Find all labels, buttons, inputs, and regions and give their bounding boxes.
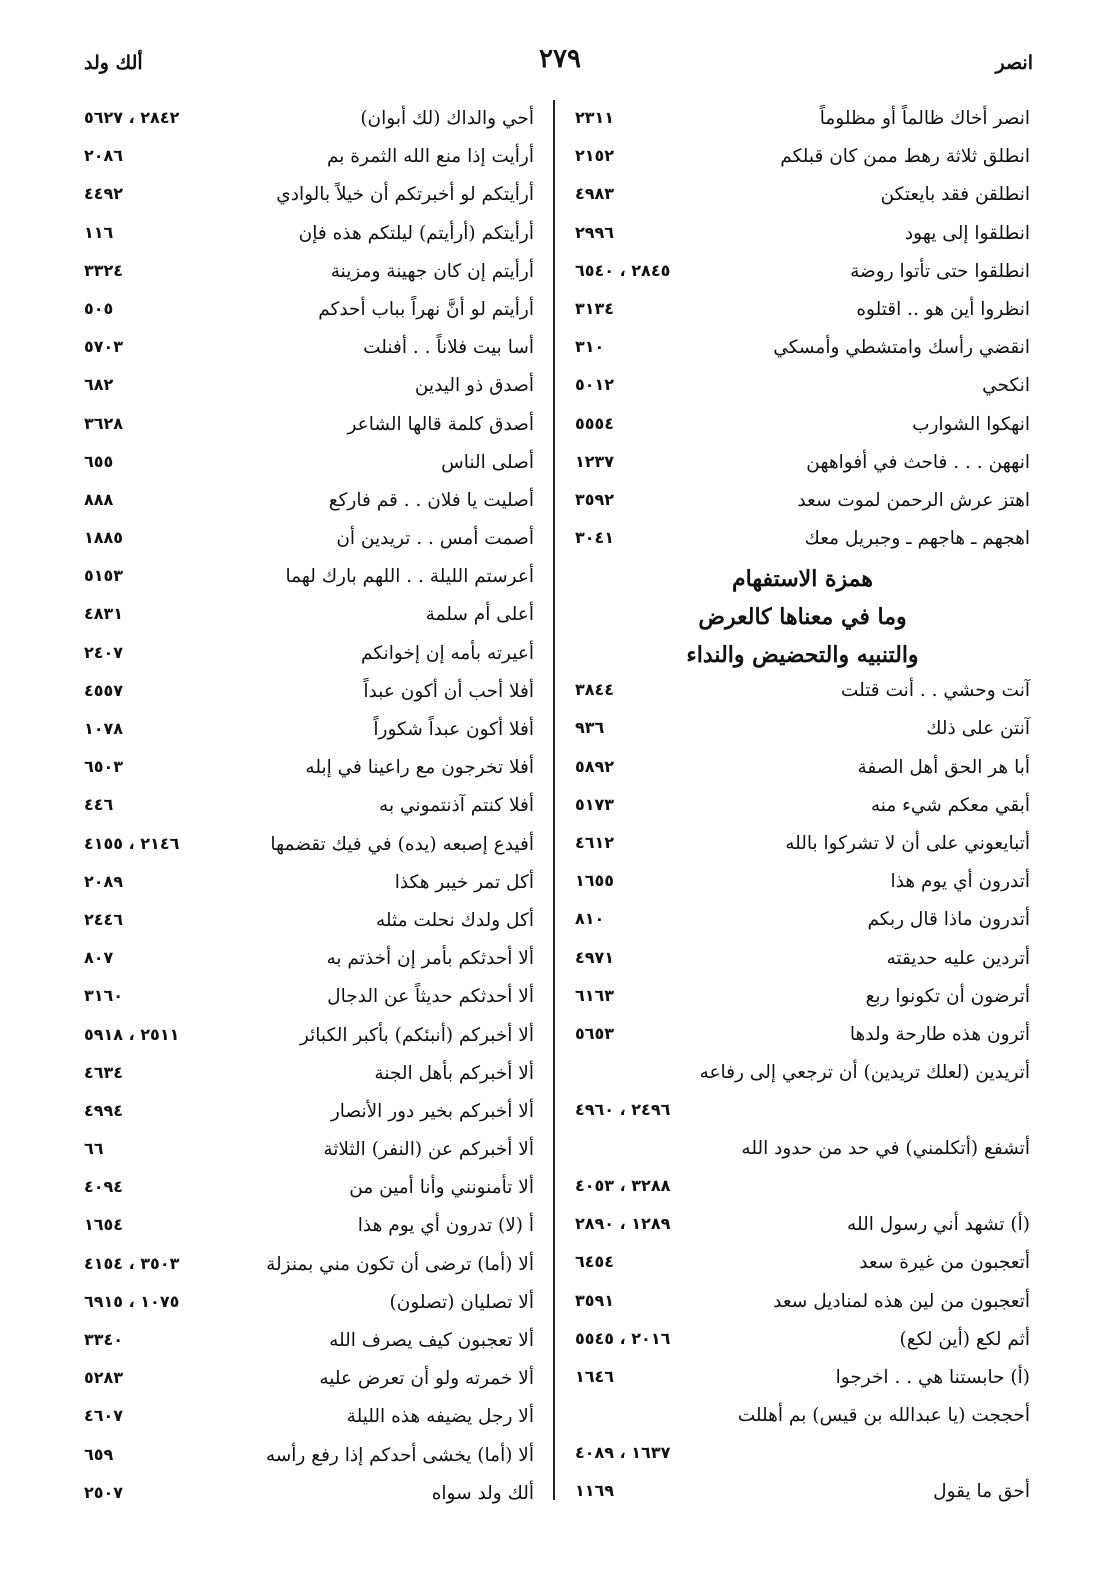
entry-hadith-numbers: ٥٨٩٢: [575, 756, 615, 776]
entry-text: أصلى الناس: [441, 451, 534, 473]
index-entry: [84, 1400, 534, 1438]
index-entry: [575, 827, 1030, 865]
entry-text: انكحي: [982, 375, 1030, 397]
entry-text: ألا أخبركم (أنبئكم) بأكبر الكبائر: [299, 1024, 534, 1046]
index-entry: [575, 331, 1030, 369]
index-entry: [575, 674, 1030, 712]
page-number: ٢٧٩: [539, 44, 581, 74]
index-entry: [575, 1018, 1030, 1056]
entry-hadith-numbers: ٤٩٩٤: [84, 1100, 124, 1120]
index-entry: [575, 1399, 1030, 1475]
index-entry: [84, 408, 534, 446]
index-entry: [575, 484, 1030, 522]
column-divider: [553, 100, 555, 1500]
entry-hadith-numbers: ٢٠٨٩: [84, 871, 124, 891]
entry-text: أتشفع (أتكلمني) في حد من حدود الله: [741, 1138, 1030, 1160]
index-entry: [575, 942, 1030, 980]
entry-text: أعلى أم سلمة: [425, 604, 534, 626]
entry-text: انهكوا الشوارب: [912, 413, 1030, 435]
entry-text: أتعجبون من غيرة سعد: [859, 1252, 1030, 1274]
entry-hadith-numbers: ٢٤٠٧: [84, 642, 124, 662]
entry-hadith-numbers: ١٦٥٤: [84, 1215, 124, 1235]
entry-hadith-numbers: ٨٨٨: [84, 489, 114, 509]
running-head-left: ألك ولد: [84, 52, 143, 74]
entry-hadith-numbers: ٤٤٩٢: [84, 184, 124, 204]
index-entry: [575, 217, 1030, 255]
entry-text: انقضي رأسك وامتشطي وأمسكي: [773, 337, 1030, 359]
running-head-right: انصر: [995, 52, 1033, 74]
entry-hadith-numbers: ٥٠٥: [84, 298, 114, 318]
index-entry: [84, 1019, 534, 1057]
entry-hadith-numbers: ٤٠٩٤: [84, 1177, 124, 1197]
entry-hadith-numbers: ٥٥٥٤: [575, 413, 615, 433]
entry-hadith-numbers: ٤٤٦: [84, 795, 114, 815]
entry-hadith-numbers: ٦٨٢: [84, 375, 114, 395]
entry-hadith-numbers: ٤٦٠٧: [84, 1406, 124, 1426]
entry-text: أكل ولدك نحلت مثله: [375, 909, 534, 931]
entry-text: أتريدين (لعلك تريدين) أن ترجعي إلى رفاعه: [699, 1062, 1030, 1084]
entry-text: أصليت يا فلان . . قم فاركع: [328, 489, 534, 511]
entry-text: انصر أخاك ظالماً أو مظلوماً: [819, 108, 1030, 129]
index-entry: [575, 1361, 1030, 1399]
entry-hadith-numbers: ٢١٥٢: [575, 146, 615, 166]
entry-hadith-numbers: ٣٣٢٤: [84, 260, 124, 280]
entry-text: انطلق ثلاثة رهط ممن كان قبلكم: [780, 146, 1030, 168]
entry-text: ألا (أما) يخشى أحدكم إذا رفع رأسه: [265, 1444, 534, 1466]
entry-text: اهجهم ـ هاجهم ـ وجبريل معك: [804, 528, 1030, 550]
entry-text: أصدق ذو اليدين: [414, 375, 534, 397]
entry-hadith-numbers: ٣٢٨٨ ، ٤٠٥٣: [575, 1176, 671, 1196]
index-entry: [575, 522, 1030, 560]
entry-hadith-numbers: ٢١٤٦ ، ٤١٥٥: [84, 833, 180, 853]
entry-hadith-numbers: ٣٠٤١: [575, 528, 615, 548]
index-entry: [84, 675, 534, 713]
index-entry: [575, 369, 1030, 407]
index-entry: [575, 293, 1030, 331]
index-entry: [575, 865, 1030, 903]
entry-text: أفيدع إصبعه (يده) في فيك تقضمها: [270, 833, 534, 855]
index-entry: [84, 1209, 534, 1247]
entry-text: أ (لا) تدرون أي يوم هذا: [357, 1215, 534, 1237]
index-entry: [84, 331, 534, 369]
index-entry: [575, 140, 1030, 178]
entry-hadith-numbers: ١٦٣٧ ، ٤٠٨٩: [575, 1443, 671, 1463]
entry-hadith-numbers: ٦٥٥: [84, 451, 114, 471]
entry-text: أتردين عليه حديقته: [886, 947, 1030, 969]
entry-text: ألا تعجبون كيف يصرف الله: [329, 1330, 534, 1351]
section-heading-line: وما في معناها كالعرض: [698, 604, 907, 631]
entry-hadith-numbers: ٣١٦٠: [84, 986, 124, 1006]
entry-hadith-numbers: ١٠٧٥ ، ٦٩١٥: [84, 1291, 180, 1311]
entry-text: أتدرون أي يوم هذا: [890, 871, 1030, 893]
entry-text: أثم لكع (أين لكع): [899, 1328, 1030, 1350]
entry-text: أرأيتكم لو أخبرتكم أن خيلاً بالوادي: [276, 184, 534, 206]
entry-hadith-numbers: ٢٥٠٧: [84, 1482, 124, 1502]
entry-text: أترون هذه طارحة ولدها: [849, 1023, 1030, 1045]
entry-text: أصمت أمس . . تريدين أن: [336, 528, 534, 550]
entry-hadith-numbers: ٥٦٥٣: [575, 1023, 615, 1043]
index-entry: [84, 255, 534, 293]
index-entry: [84, 1171, 534, 1209]
entry-hadith-numbers: ٢٣١١: [575, 108, 615, 127]
entry-hadith-numbers: ٣٥٠٣ ، ٤١٥٤: [84, 1253, 180, 1273]
entry-text: انطلقن فقد بايعتكن: [880, 184, 1030, 206]
entry-hadith-numbers: ٢٨٤٢ ، ٥٦٢٧: [84, 108, 180, 127]
index-entry: [575, 980, 1030, 1018]
left-column: [84, 102, 534, 1515]
entry-hadith-numbers: ٩٣٦: [575, 718, 605, 738]
entry-text: ألا (أما) ترضى أن تكون مني بمنزلة: [266, 1253, 534, 1275]
entry-text: أبقي معكم شيء منه: [870, 794, 1030, 816]
entry-hadith-numbers: ٣١٣٤: [575, 298, 615, 318]
index-entry: [84, 598, 534, 636]
index-entry: [84, 1133, 534, 1171]
entry-text: (أ) حابستنا هي . . اخرجوا: [835, 1366, 1030, 1388]
entry-hadith-numbers: ٣٨٤٤: [575, 680, 615, 700]
index-entry: [84, 713, 534, 751]
index-entry: [84, 1057, 534, 1095]
entry-hadith-numbers: ٢٩٩٦: [575, 222, 615, 242]
entry-hadith-numbers: ٨١٠: [575, 909, 605, 929]
entry-text: أعرستم الليلة . . اللهم بارك لهما: [285, 566, 534, 588]
index-entry: [84, 369, 534, 407]
entry-text: أسا بيت فلاناً . . أفنلت: [363, 337, 534, 359]
entry-hadith-numbers: ٥١٥٣: [84, 566, 124, 586]
entry-text: أحججت (يا عبدالله بن قيس) بم أهللت: [737, 1405, 1030, 1427]
entry-hadith-numbers: ٥٢٨٣: [84, 1368, 124, 1388]
entry-hadith-numbers: ٤٨٣١: [84, 604, 124, 624]
entry-hadith-numbers: ٣٦٢٨: [84, 413, 124, 433]
entry-text: أفلا أكون عبداً شكوراً: [373, 719, 534, 740]
entry-hadith-numbers: ١٢٨٩ ، ٢٨٩٠: [575, 1214, 671, 1234]
index-entry: [84, 1439, 534, 1477]
index-entry: [84, 217, 534, 255]
entry-hadith-numbers: ١٢٣٧: [575, 451, 615, 471]
entry-text: انظروا أين هو .. اقتلوه: [856, 298, 1030, 320]
entry-hadith-numbers: ٢٥١١ ، ٥٩١٨: [84, 1024, 180, 1044]
index-entry: [84, 1362, 534, 1400]
entry-text: أتعجبون من لين هذه لمناديل سعد: [773, 1290, 1030, 1312]
entry-text: ألا أحدثكم حديثاً عن الدجال: [327, 986, 534, 1008]
entry-hadith-numbers: ٨٠٧: [84, 948, 114, 968]
entry-hadith-numbers: ٤٩٧١: [575, 947, 615, 967]
index-entry: [575, 1323, 1030, 1361]
index-entry: [84, 446, 534, 484]
entry-hadith-numbers: ٢٠٨٦: [84, 146, 124, 166]
entry-hadith-numbers: ٥٠١٢: [575, 375, 615, 395]
index-entry: [575, 408, 1030, 446]
entry-text: (أ) تشهد أني رسول الله: [847, 1214, 1030, 1236]
entry-hadith-numbers: ٤٥٥٧: [84, 680, 124, 700]
entry-hadith-numbers: ٦٤٥٤: [575, 1252, 615, 1272]
entry-hadith-numbers: ١٦٥٥: [575, 871, 615, 891]
index-entry: [575, 102, 1030, 140]
entry-text: انههن . . . فاحث في أفواههن: [806, 451, 1030, 473]
entry-text: ألك ولد سواه: [431, 1482, 534, 1504]
entry-hadith-numbers: ٦٦: [84, 1139, 104, 1159]
entry-text: آنتن على ذلك: [926, 718, 1030, 740]
entry-text: أحي والداك (لك أبوان): [360, 108, 534, 129]
index-entry: [575, 1208, 1030, 1246]
entry-hadith-numbers: ٢٠١٦ ، ٥٥٤٥: [575, 1328, 671, 1348]
entry-text: أرأيتكم (أرأيتم) ليلتكم هذه فإن: [298, 222, 534, 244]
entry-hadith-numbers: ٣٥٩٢: [575, 489, 615, 509]
index-entry: [575, 178, 1030, 216]
entry-hadith-numbers: ٢٨٤٥ ، ٦٥٤٠: [575, 260, 671, 280]
index-entry: [84, 828, 534, 866]
entry-hadith-numbers: ١٨٨٥: [84, 528, 124, 548]
entry-hadith-numbers: ٦٥٩: [84, 1444, 114, 1464]
index-entry: [84, 942, 534, 980]
entry-text: أحق ما يقول: [933, 1481, 1030, 1503]
index-entry: [84, 1477, 534, 1515]
index-entry: [84, 1286, 534, 1324]
index-entry: [84, 866, 534, 904]
entry-text: أفلا كنتم آذنتموني به: [379, 795, 534, 817]
index-entry: [84, 560, 534, 598]
entry-hadith-numbers: ٣٣٤٠: [84, 1330, 124, 1349]
index-entry: [575, 712, 1030, 750]
entry-hadith-numbers: ٢٤٩٦ ، ٤٩٦٠: [575, 1100, 671, 1120]
entry-hadith-numbers: ٣٥٩١: [575, 1290, 615, 1310]
index-entry: [84, 980, 534, 1018]
index-entry: [575, 1132, 1030, 1208]
index-entry: [84, 637, 534, 675]
entry-hadith-numbers: ٢٤٤٦: [84, 909, 124, 929]
entry-hadith-numbers: ٦٥٠٣: [84, 757, 124, 777]
entry-text: انطلقوا حتى تأتوا روضة: [850, 260, 1030, 282]
entry-text: ألا تصليان (تصلون): [389, 1291, 534, 1313]
index-entry: [84, 293, 534, 331]
index-entry: [575, 789, 1030, 827]
index-entry: [575, 1056, 1030, 1132]
entry-text: آنت وحشي . . أنت قتلت: [840, 680, 1030, 702]
entry-hadith-numbers: ٣١٠: [575, 337, 605, 357]
index-entry: [84, 789, 534, 827]
entry-hadith-numbers: ٥١٧٣: [575, 794, 615, 814]
right-column: [575, 102, 1030, 1513]
index-entry: [575, 751, 1030, 789]
entry-text: انطلقوا إلى يهود: [904, 222, 1030, 244]
entry-text: ألا أخبركم عن (النفر) الثلاثة: [323, 1139, 534, 1161]
entry-text: أفلا تخرجون مع راعينا في إبله: [305, 757, 534, 779]
index-entry: [575, 1475, 1030, 1513]
entry-text: ألا أخبركم بأهل الجنة: [374, 1062, 534, 1084]
entry-text: أصدق كلمة قالها الشاعر: [347, 413, 534, 435]
index-entry: [84, 904, 534, 942]
entry-text: ألا أخبركم بخير دور الأنصار: [330, 1100, 534, 1122]
entry-hadith-numbers: ٥٧٠٣: [84, 337, 124, 357]
entry-text: أفلا أحب أن أكون عبداً: [363, 680, 534, 702]
entry-hadith-numbers: ٤٦٣٤: [84, 1062, 124, 1082]
entry-text: اهتز عرش الرحمن لموت سعد: [797, 489, 1030, 511]
section-heading-line: همزة الاستفهام: [732, 566, 873, 593]
entry-text: ألا تأمنونني وأنا أمين من: [349, 1177, 534, 1199]
index-entry: [575, 1285, 1030, 1323]
entry-hadith-numbers: ١٠٧٨: [84, 719, 124, 738]
index-entry: [84, 751, 534, 789]
entry-hadith-numbers: ٦١٦٣: [575, 985, 615, 1005]
index-entry: [84, 140, 534, 178]
index-entry: [84, 484, 534, 522]
entry-text: أتبايعوني على أن لا تشركوا بالله: [785, 833, 1030, 854]
index-entry: [575, 255, 1030, 293]
entry-text: أتدرون ماذا قال ربكم: [867, 909, 1030, 931]
entry-text: ألا خمرته ولو أن تعرض عليه: [319, 1368, 534, 1390]
index-entry: [84, 102, 534, 140]
section-heading-line: والتنبيه والتحضيض والنداء: [686, 642, 919, 669]
entry-hadith-numbers: ١١٦: [84, 222, 114, 242]
index-entry: [84, 178, 534, 216]
index-entry: [84, 1248, 534, 1286]
entry-text: أبا هر الحق أهل الصفة: [857, 756, 1030, 778]
index-entry: [84, 1095, 534, 1133]
index-entry: [575, 1246, 1030, 1284]
index-entry: [575, 446, 1030, 484]
entry-hadith-numbers: ١١٦٩: [575, 1481, 615, 1501]
entry-text: ألا رجل يضيفه هذه الليلة: [346, 1406, 534, 1428]
entry-text: أعيرته بأمه إن إخوانكم: [361, 642, 534, 664]
entry-hadith-numbers: ١٦٤٦: [575, 1366, 615, 1386]
index-entry: [84, 522, 534, 560]
entry-text: أرأيتم إن كان جهينة ومزينة: [330, 260, 534, 282]
index-entry: [84, 1324, 534, 1362]
entry-text: أكل تمر خيبر هكذا: [394, 871, 534, 893]
entry-text: أرأيتم لو أنَّ نهراً بباب أحدكم: [318, 298, 534, 320]
index-entry: [575, 903, 1030, 941]
entry-text: أرأيت إذا منع الله الثمرة بم: [326, 146, 534, 168]
entry-hadith-numbers: ٤٩٨٣: [575, 184, 615, 204]
entry-hadith-numbers: ٤٦١٢: [575, 833, 615, 852]
entry-text: ألا أحدثكم بأمر إن أخذتم به: [326, 948, 534, 970]
entry-text: أترضون أن تكونوا ربع: [865, 985, 1030, 1007]
